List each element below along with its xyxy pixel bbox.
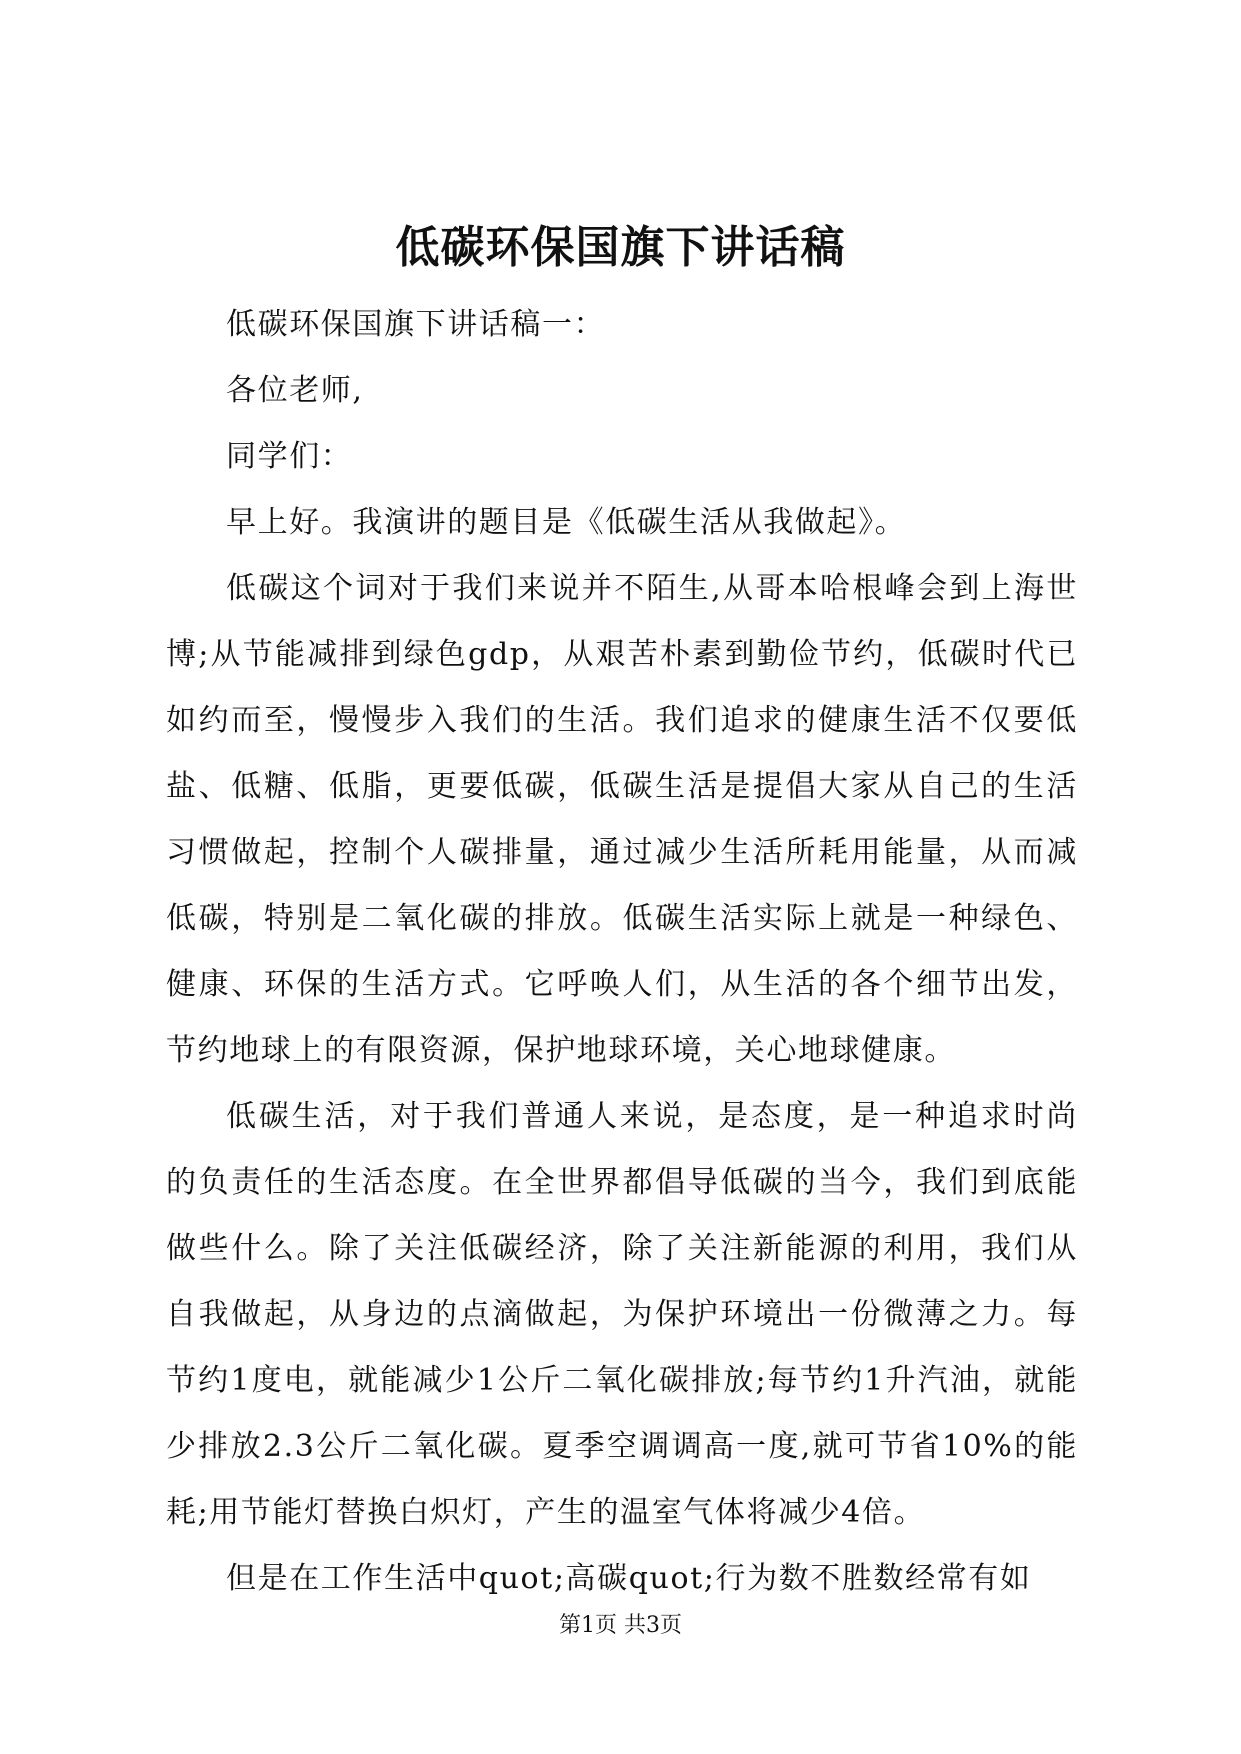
paragraph-salutation: 各位老师, bbox=[226, 373, 364, 408]
page-number-footer: 第1页 共3页 bbox=[559, 1613, 682, 1638]
paragraph-salutation-students: 同学们： bbox=[226, 439, 353, 474]
paragraph-heading: 低碳环保国旗下讲话稿一： bbox=[226, 307, 606, 342]
document-body bbox=[166, 292, 1078, 1612]
paragraph-body: 低碳生活，对于我们普通人来说，是态度，是一种追求时尚的负责任的生活态度。在全世界都倡导低碳的当今，我们到底能做些什么。除了关注低碳经济，除了关注新能源的利用，我们从自我做起，从身边的点滴做起，为保护环境出一份微薄之力。每节约1度电，就能减少1公斤二氧化碳排放;每节约1升汽油，就能少排放2.3公斤二氧化碳。夏季空调调高一度,就可节省10%的能耗;用节能灯替换白炽灯，产生的温室气体将减少4倍。 bbox=[166, 1099, 1078, 1530]
paragraph-body: 但是在工作生活中quot;高碳quot;行为数不胜数经常有如 bbox=[226, 1561, 1032, 1596]
paragraph-greeting: 早上好。我演讲的题目是《低碳生活从我做起》。 bbox=[226, 505, 907, 540]
document-title: 低碳环保国旗下讲话稿 bbox=[395, 222, 846, 273]
paragraph-body: 低碳这个词对于我们来说并不陌生,从哥本哈根峰会到上海世博;从节能减排到绿色gdp，从艰苦朴素到勤俭节约，低碳时代已如约而至，慢慢步入我们的生活。我们追求的健康生活不仅要低盐、低糖、低脂，更要低碳，低碳生活是提倡大家从自己的生活习惯做起，控制个人碳排量，通过减少生活所耗用能量，从而减低碳，特别是二氧化碳的排放。低碳生活实际上就是一种绿色、健康、环保的生活方式。它呼唤人们，从生活的各个细节出发，节约地球上的有限资源，保护地球环境，关心地球健康。 bbox=[166, 571, 1078, 1068]
